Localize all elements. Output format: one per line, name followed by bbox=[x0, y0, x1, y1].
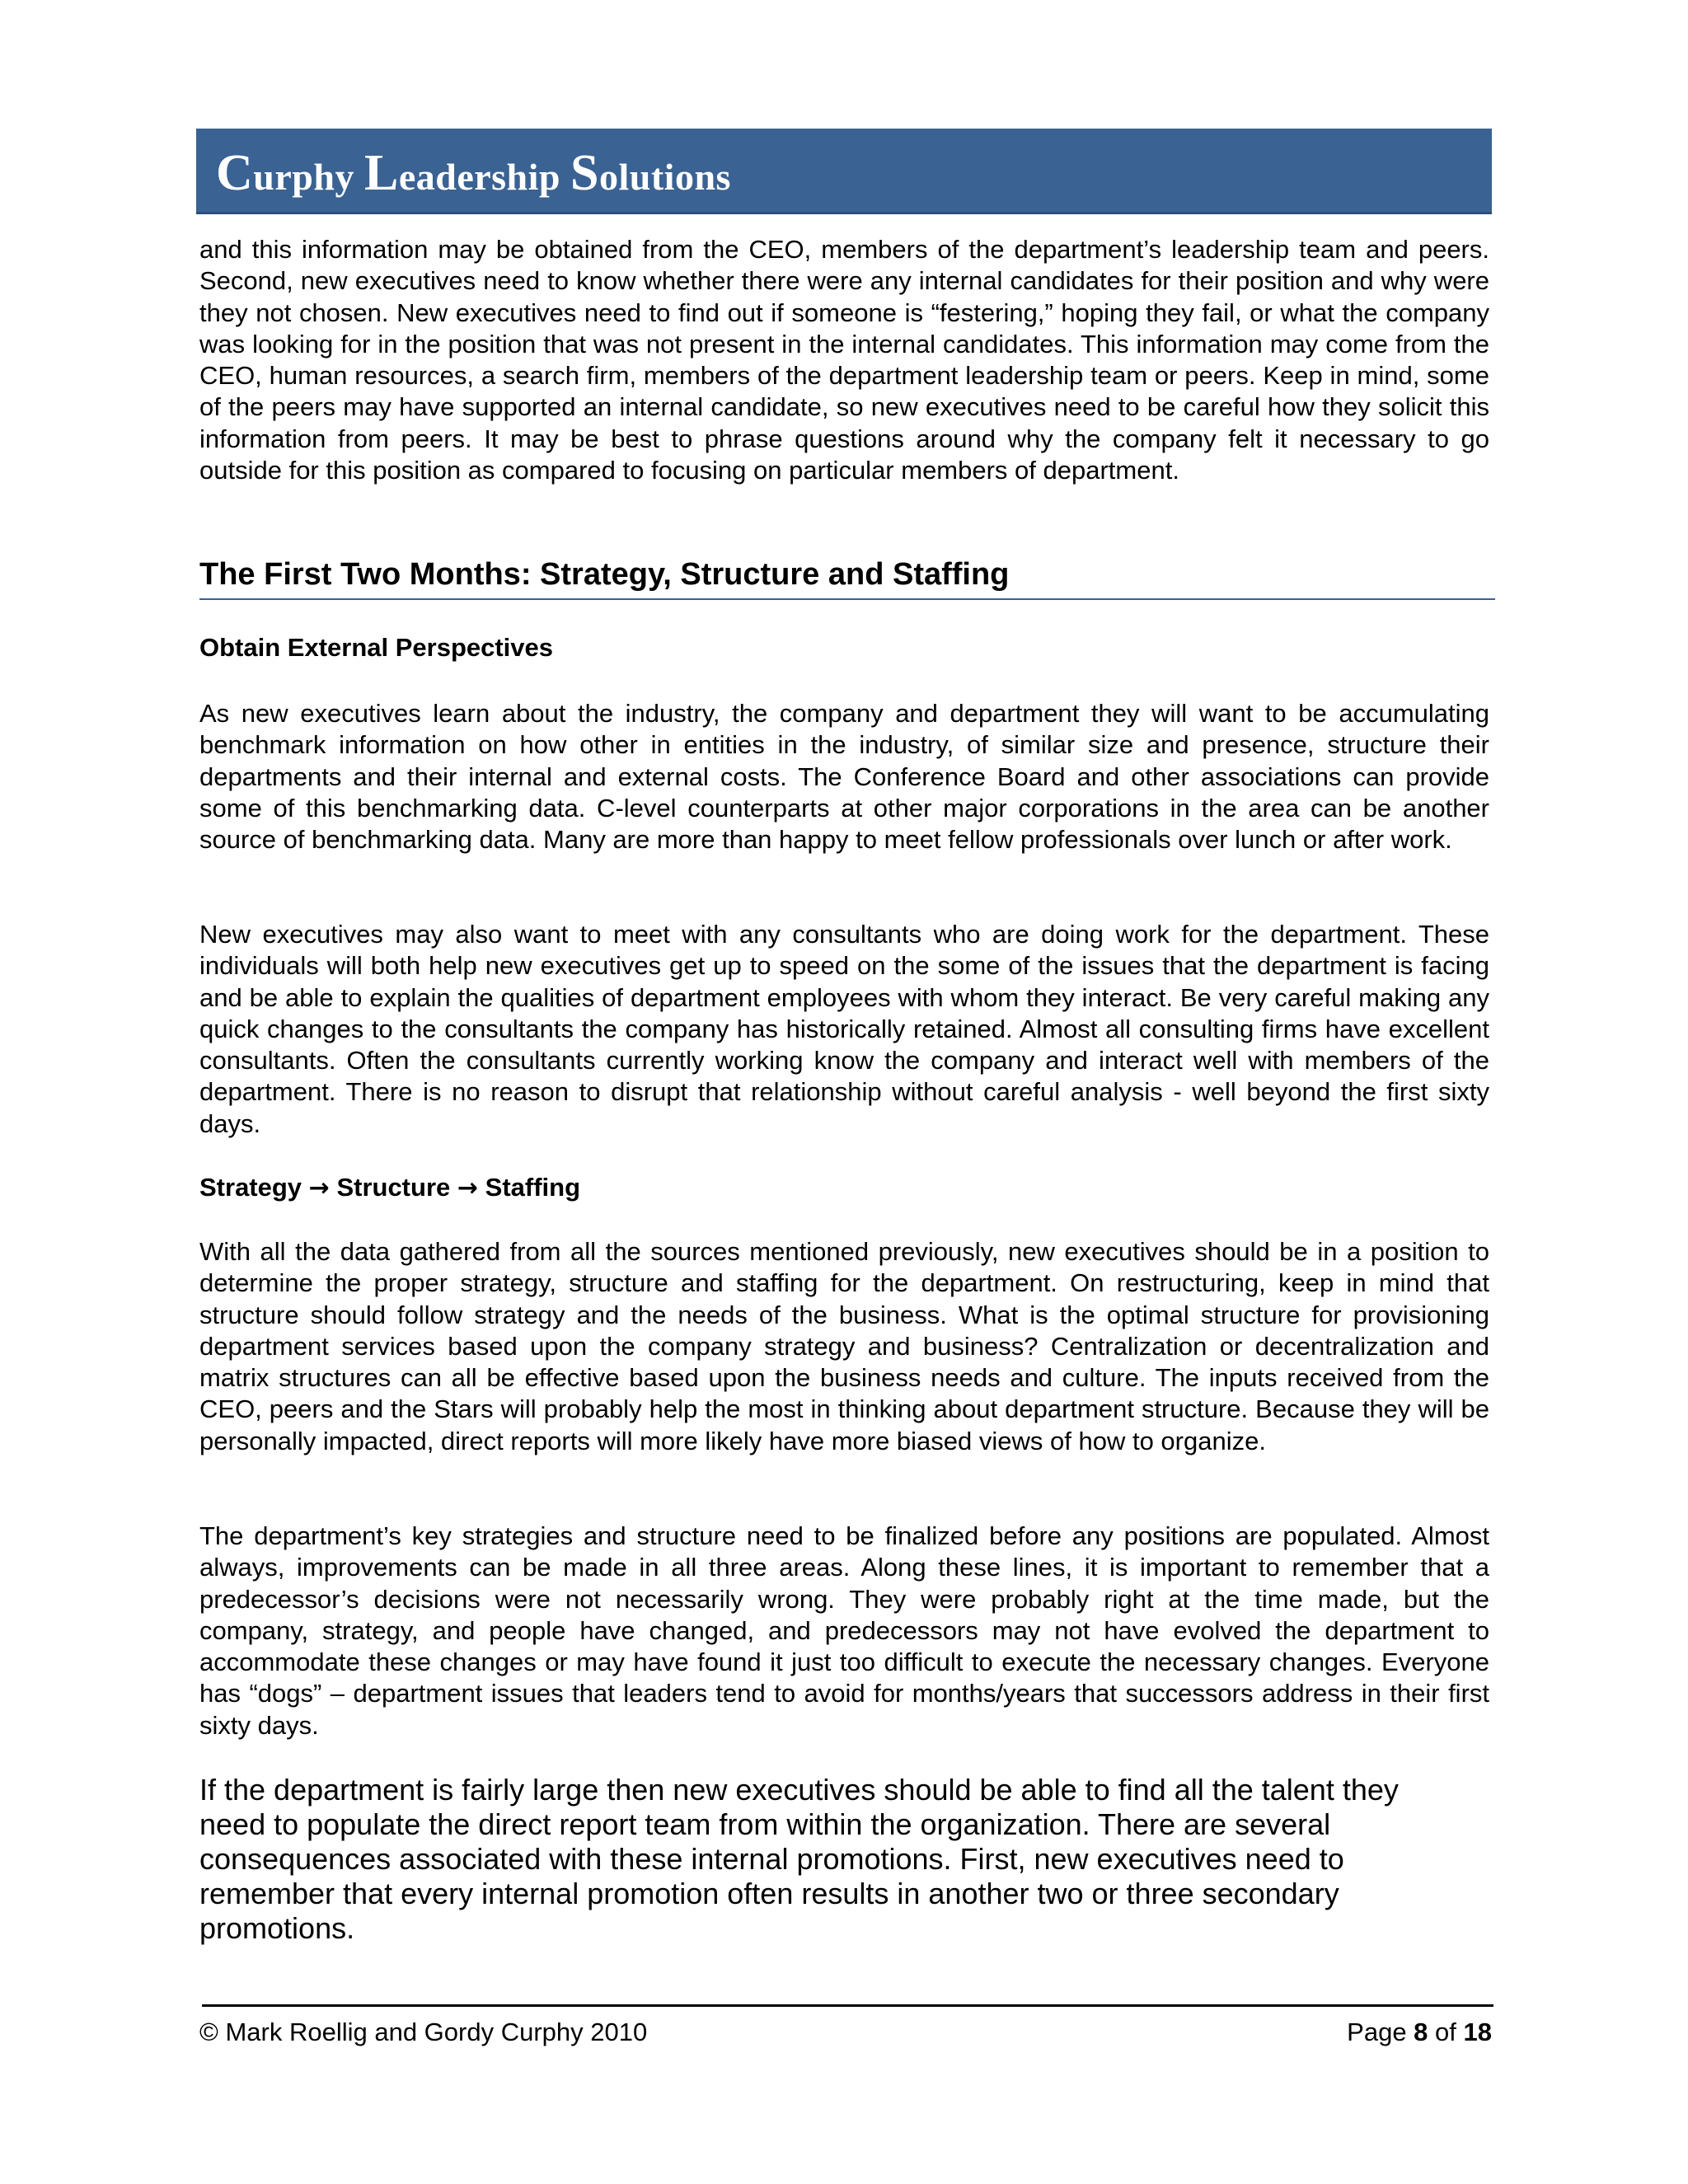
arrow-right-icon: → bbox=[308, 1174, 330, 1202]
paragraph-2: As new executives learn about the industry, the company and department they will want to be accumulating benchmark information on how other in entities in the industry, of similar size and presence, structure their departments and their internal and external costs. The Conference Board and other associations can provide some of this benchmarking data. C-level counterparts at other major corporations in the area can be another source of benchmarking data. Many are more than happy to meet fellow professionals over lunch or after work. bbox=[199, 699, 1489, 855]
subheading-strategy: Strategy bbox=[199, 1173, 302, 1202]
footer-page-number bbox=[1347, 2016, 1492, 2049]
subheading-staffing: Staffing bbox=[485, 1173, 581, 1202]
section-heading: The First Two Months: Strategy, Structure and Staffing bbox=[199, 554, 1495, 600]
paragraph-1: and this information may be obtained from the CEO, members of the department’s leadership team and peers. Second, new executives need to know whether there were any internal candidates for their position and why were they not chosen. New executives need to find out if someone is “festering,” hoping they fail, or what the company was looking for in the position that was not present in the internal candidates. This information may come from the CEO, human resources, a search firm, members of the department leadership team or peers. Keep in mind, some of the peers may have supported an internal candidate, so new executives need to be careful how they solicit this information from peers. It may be best to phrase questions around why the company felt it necessary to go outside for this position as compared to focusing on particular members of department. bbox=[199, 235, 1489, 485]
logo-cap-s: S bbox=[570, 145, 599, 201]
page-of-label: of bbox=[1428, 2018, 1464, 2046]
footer-divider bbox=[202, 2004, 1493, 2007]
page-label: Page bbox=[1347, 2018, 1414, 2046]
paragraph-6: If the department is fairly large then new executives should be able to find all the talent they need to populate the direct report team from within the organization. There are several consequences associated with these internal promotions. First, new executives need to remember that every internal promotion often results in another two or three secondary promotions. bbox=[199, 1773, 1399, 1945]
arrow-right-icon: → bbox=[457, 1174, 479, 1202]
logo-word-3: olutions bbox=[598, 156, 731, 198]
paragraph-5: The department’s key strategies and structure need to be finalized before any positions are populated. Almost always, improvements can be made in all three areas. Along these lines, it is important to remember that a predecessor’s decisions were not necessarily wrong. They were probably right at the time made, but the company, strategy, and people have changed, and predecessors may not have evolved the department to accommodate these changes or may have found it just too difficult to execute the necessary changes. Everyone has “dogs” – department issues that leaders tend to avoid for months/years that successors address in their first sixty days. bbox=[199, 1521, 1489, 1740]
paragraph-6-block bbox=[199, 1773, 1452, 1946]
paragraph-2-block bbox=[199, 698, 1489, 855]
page-total: 18 bbox=[1463, 2018, 1492, 2046]
logo-word-2: eadership bbox=[398, 156, 570, 198]
paragraph-4: With all the data gathered from all the sources mentioned previously, new executives should be in a position to determine the proper strategy, structure and staffing for the department. On restructuring, keep in mind that structure should follow strategy and the needs of the business. What is the optimal structure for provisioning department services based upon the company strategy and business? Centralization or decentralization and matrix structures can all be effective based upon the business needs and culture. The inputs received from the CEO, peers and the Stars will probably help the most in thinking about department structure. Because they will be personally impacted, direct reports will more likely have more biased views of how to organize. bbox=[199, 1237, 1489, 1455]
logo-word-1: urphy bbox=[253, 156, 364, 198]
subheading-structure: Structure bbox=[336, 1173, 451, 1202]
paragraph-3: New executives may also want to meet with any consultants who are doing work for the department. These individuals will both help new executives get up to speed on the some of the issues that the department is facing and be able to explain the qualities of department employees with whom they interact. Be very careful making any quick changes to the consultants the company has historically retained. Almost all consulting firms have excellent consultants. Often the consultants currently working know the company and interact well with members of the department. There is no reason to disrupt that relationship without careful analysis - well beyond the first sixty days. bbox=[199, 920, 1489, 1138]
logo-cap-c: C bbox=[216, 145, 254, 201]
header-banner bbox=[196, 129, 1492, 214]
subheading-strategy-structure-staffing bbox=[199, 1171, 580, 1205]
company-logo-text bbox=[216, 145, 731, 202]
paragraph-4-block bbox=[199, 1236, 1489, 1457]
paragraph-5-block bbox=[199, 1521, 1489, 1741]
paragraph-3-block bbox=[199, 919, 1489, 1140]
paragraph-1-block bbox=[199, 234, 1489, 486]
logo-cap-l: L bbox=[363, 145, 399, 201]
page-current: 8 bbox=[1414, 2018, 1428, 2046]
subheading-obtain-external: Obtain External Perspectives bbox=[199, 633, 554, 662]
footer-copyright: © Mark Roellig and Gordy Curphy 2010 bbox=[199, 2018, 648, 2046]
